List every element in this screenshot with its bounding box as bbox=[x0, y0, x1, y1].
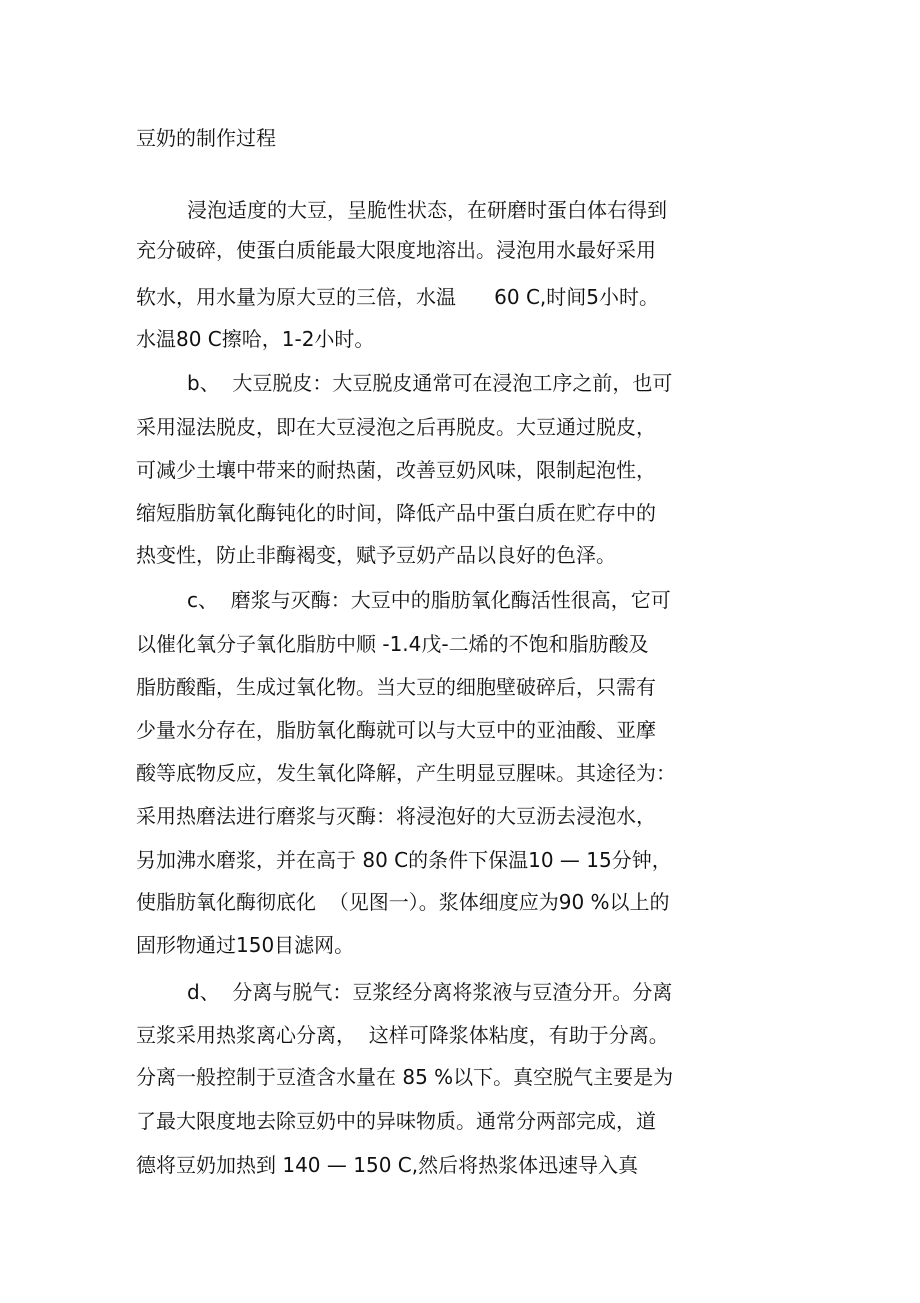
text-line: 德将豆奶加热到 140 — 150 C,然后将热浆体迅速导入真 bbox=[136, 1153, 639, 1177]
text-line: 可减少土壤中带来的耐热菌，改善豆奶风味，限制起泡性， bbox=[136, 458, 656, 482]
text-line: 使脂肪氧化酶彻底化 （见图一）。浆体细度应为90 %以上的 bbox=[136, 890, 670, 914]
text-line: 缩短脂肪氧化酶钝化的时间，降低产品中蛋白质在贮存中的 bbox=[136, 501, 656, 525]
text-line: 以催化氧分子氧化脂肪中顺 -1.4戊-二烯的不饱和脂肪酸及 bbox=[136, 632, 649, 656]
text-line: 水温80 C擦哈，1-2小时。 bbox=[136, 327, 375, 351]
text-line: 分离一般控制于豆渣含水量在 85 %以下。真空脱气主要是为 bbox=[136, 1065, 674, 1089]
text-line: 酸等底物反应，发生氧化降解，产生明显豆腥味。其途径为： bbox=[136, 761, 676, 785]
text-line: 充分破碎，使蛋白质能最大限度地溶出。浸泡用水最好采用 bbox=[136, 238, 656, 262]
text-line: 豆浆采用热浆离心分离， 这样可降浆体粘度，有助于分离。 bbox=[136, 1023, 669, 1047]
text-line: 采用湿法脱皮，即在大豆浸泡之后再脱皮。大豆通过脱皮， bbox=[136, 415, 656, 439]
text-line: d、 分离与脱气：豆浆经分离将浆液与豆渣分开。分离 bbox=[187, 980, 673, 1004]
text-line: 了最大限度地去除豆奶中的异味物质。通常分两部完成，道 bbox=[136, 1109, 656, 1133]
text-line: 热变性，防止非酶褐变，赋予豆奶产品以良好的色泽。 bbox=[136, 543, 616, 567]
text-line: 另加沸水磨浆，并在高于 80 C的条件下保温10 — 15分钟， bbox=[136, 848, 672, 872]
document-title: 豆奶的制作过程 bbox=[136, 126, 276, 150]
text-line: 固形物通过150目滤网。 bbox=[136, 933, 355, 957]
text-line: b、 大豆脱皮：大豆脱皮通常可在浸泡工序之前，也可 bbox=[187, 371, 673, 395]
text-line: 软水，用水量为原大豆的三倍，水温 60 C,时间5小时。 bbox=[136, 285, 659, 309]
text-line: 采用热磨法进行磨浆与灭酶：将浸泡好的大豆沥去浸泡水， bbox=[136, 804, 656, 828]
text-line: c、 磨浆与灭酶：大豆中的脂肪氧化酶活性很高，它可 bbox=[187, 588, 671, 612]
text-line: 少量水分存在，脂肪氧化酶就可以与大豆中的亚油酸、亚摩 bbox=[136, 718, 656, 742]
text-line: 浸泡适度的大豆，呈脆性状态，在研磨时蛋白体右得到 bbox=[187, 198, 667, 222]
text-line: 脂肪酸酯，生成过氧化物。当大豆的细胞壁破碎后，只需有 bbox=[136, 675, 656, 699]
